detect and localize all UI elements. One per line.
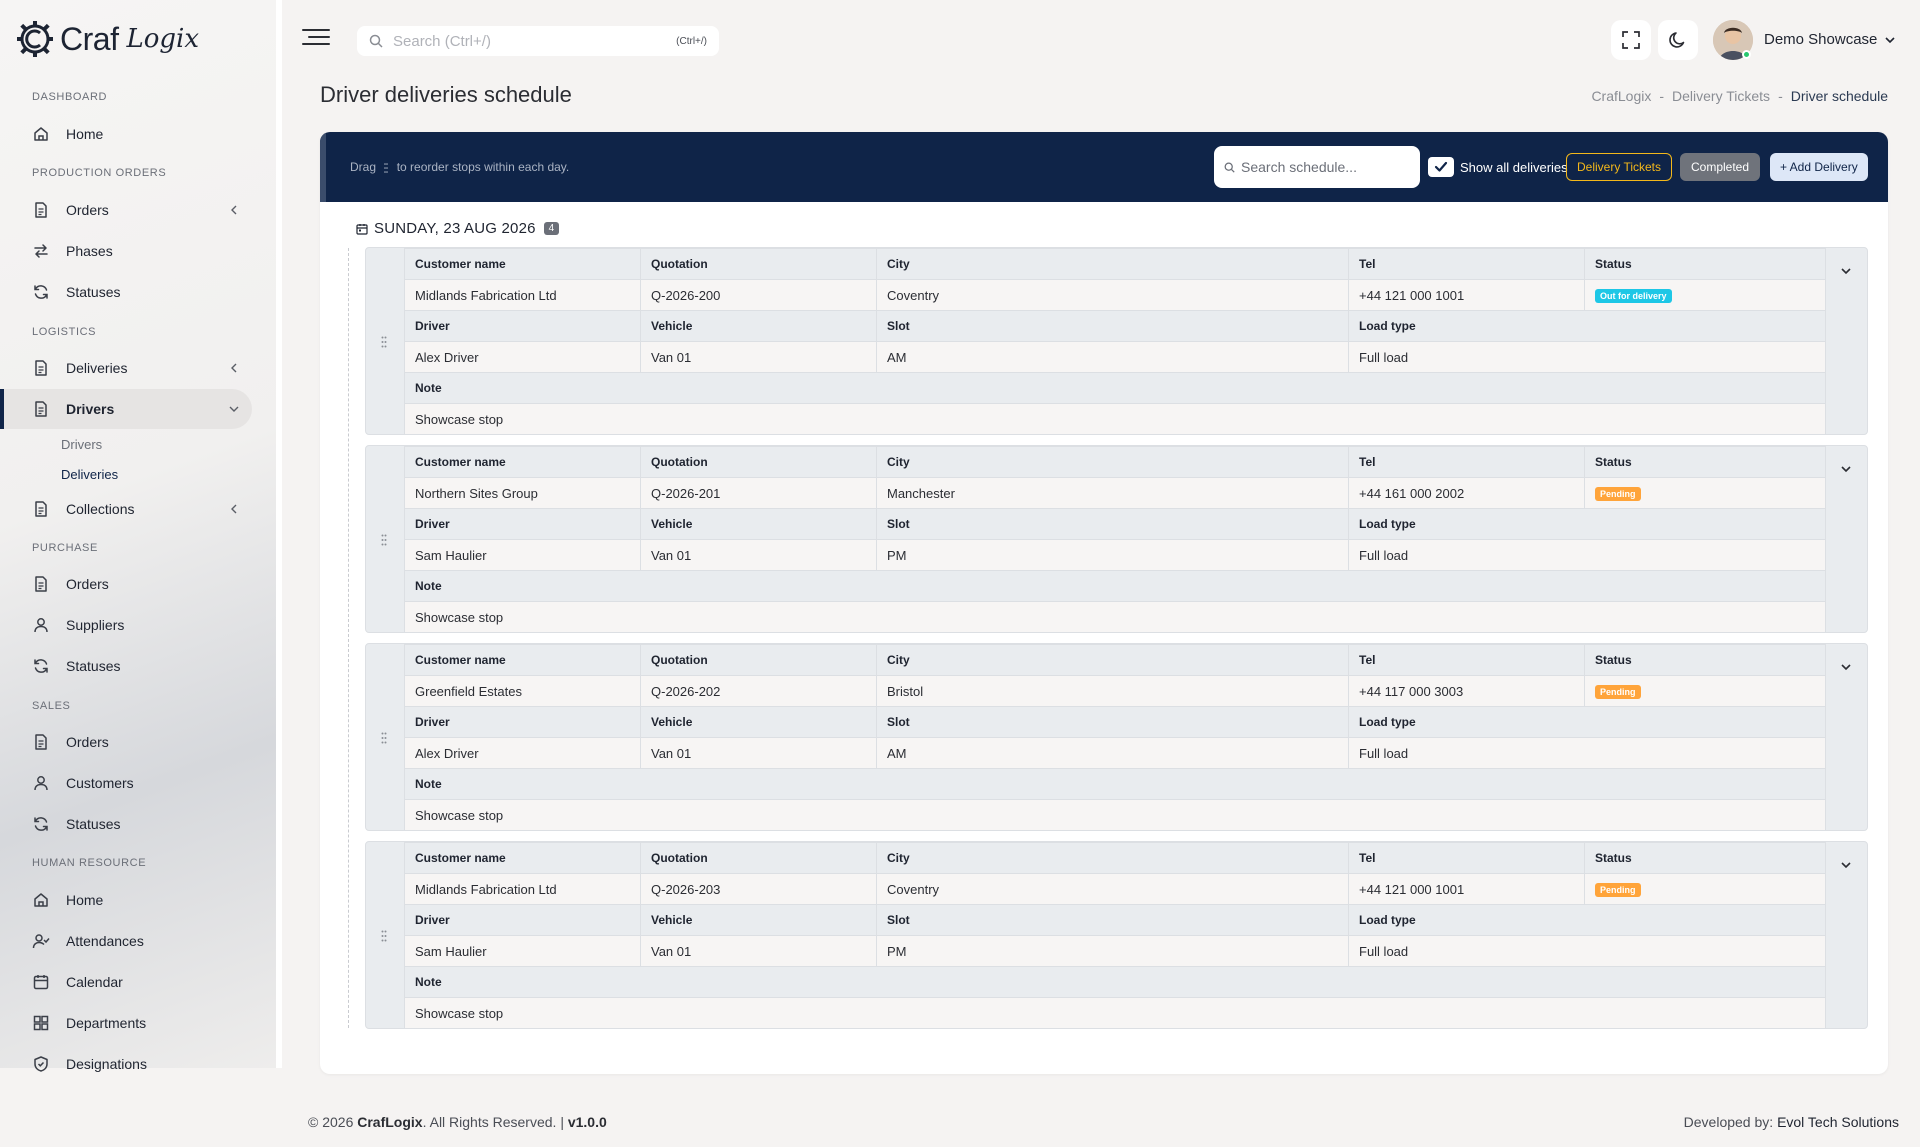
header-note: Note [405,769,1826,800]
table-row [405,602,1826,633]
header-customer: Customer name [405,645,641,676]
shield-check-icon [32,1055,50,1073]
note: Showcase stop [405,602,1826,633]
table-row [405,404,1826,435]
table-row [405,373,1826,404]
chevron-down-icon[interactable] [1839,660,1853,674]
header-customer: Customer name [405,843,641,874]
developed-by-label: Developed by: [1683,1114,1778,1130]
chevron-left-icon [228,503,240,515]
header-vehicle: Vehicle [641,707,877,738]
slot: AM [877,738,1349,769]
drag-handle-icon[interactable] [381,732,387,744]
search-icon [1224,162,1235,173]
global-search[interactable] [357,26,719,56]
section-logistics: LOGISTICS [32,326,97,338]
slot: AM [877,342,1349,373]
note: Showcase stop [405,800,1826,831]
search-icon [369,34,383,48]
schedule-toolbar [320,132,1888,202]
city: Coventry [877,874,1349,905]
sidebar-item-home[interactable] [0,114,252,154]
document-icon [32,400,50,418]
copyright-text: . All Rights Reserved. | [422,1114,568,1130]
load-type: Full load [1349,540,1826,571]
breadcrumb-item[interactable]: CrafLogix [1591,88,1652,104]
copyright-brand: CrafLogix [357,1114,423,1130]
section-human-resource: HUMAN RESOURCE [32,857,147,869]
header-status: Status [1585,843,1826,874]
completed-button[interactable]: Completed [1680,153,1760,181]
header-note: Note [405,967,1826,998]
show-all-label: Show all deliveries [1460,159,1568,175]
day-label: SUNDAY, 23 AUG 2026 [374,220,536,237]
sidebar-item-label: Orders [66,202,109,218]
city: Coventry [877,280,1349,311]
table-row [405,447,1826,478]
header-note: Note [405,373,1826,404]
brand-name: Craf [60,20,119,57]
driver: Sam Haulier [405,936,641,967]
status-cell [1585,478,1826,509]
user-icon [32,774,50,792]
sidebar-item-sales-orders[interactable] [0,722,252,762]
header-slot: Slot [877,707,1349,738]
footer-copyright [308,1114,607,1130]
sidebar-item-sales-statuses[interactable] [0,804,252,844]
sidebar-item-suppliers[interactable] [0,605,252,645]
slot: PM [877,540,1349,571]
load-type: Full load [1349,342,1826,373]
show-all-checkbox[interactable] [1428,157,1454,177]
brand-name-script: Logix [126,24,199,54]
chevron-left-icon [228,362,240,374]
sidebar-item-label: Suppliers [66,617,125,633]
sidebar-item-phases[interactable] [0,231,252,271]
header-quotation: Quotation [641,645,877,676]
search-shortcut-hint: (Ctrl+/) [676,35,707,47]
driver: Sam Haulier [405,540,641,571]
user-icon [32,616,50,634]
drag-handle-icon[interactable] [381,534,387,546]
chevron-down-icon[interactable] [1839,264,1853,278]
gear-logo-icon [16,20,54,58]
status-badge: Pending [1595,487,1641,501]
sidebar-item-purchase-statuses[interactable] [0,646,252,686]
section-production-orders: PRODUCTION ORDERS [32,167,167,179]
day-header [356,220,559,237]
table-row [405,571,1826,602]
telephone: +44 121 000 1001 [1349,874,1585,905]
sidebar-item-designations[interactable] [0,1044,252,1084]
delivery-stop[interactable] [365,643,1868,831]
document-icon [32,733,50,751]
sidebar-item-label: Attendances [66,933,144,949]
header-load-type: Load type [1349,707,1826,738]
sidebar-item-label: Calendar [66,974,123,990]
customer-name: Midlands Fabrication Ltd [405,280,641,311]
sidebar-subitem-deliveries[interactable]: Deliveries [61,467,119,482]
section-sales: SALES [32,700,71,712]
vehicle: Van 01 [641,936,877,967]
telephone: +44 121 000 1001 [1349,280,1585,311]
header-tel: Tel [1349,645,1585,676]
footer-developer [1684,1114,1899,1130]
moon-icon [1668,30,1688,50]
drag-hint [350,160,569,174]
app-version: v1.0.0 [567,1114,607,1130]
chevron-down-icon[interactable] [1839,462,1853,476]
chevron-down-icon[interactable] [1884,34,1896,46]
breadcrumb [1591,88,1888,104]
driver: Alex Driver [405,342,641,373]
drag-hint-text: to reorder stops within each day. [396,160,570,174]
sidebar-item-label: Customers [66,775,134,791]
header-load-type: Load type [1349,905,1826,936]
chevron-down-icon[interactable] [1839,858,1853,872]
stop-details-table [404,842,1826,1029]
table-row [405,738,1826,769]
table-row [405,967,1826,998]
vehicle: Van 01 [641,540,877,571]
quotation-number: Q-2026-203 [641,874,877,905]
quotation-number: Q-2026-202 [641,676,877,707]
sidebar-item-label: Deliveries [66,360,128,376]
sidebar-item-label: Statuses [66,284,121,300]
sidebar-item-label: Statuses [66,658,121,674]
header-status: Status [1585,645,1826,676]
calendar-icon [356,223,368,235]
quotation-number: Q-2026-201 [641,478,877,509]
sidebar-item-label: Collections [66,501,135,517]
header-note: Note [405,571,1826,602]
header-city: City [877,843,1349,874]
city: Bristol [877,676,1349,707]
header-quotation: Quotation [641,249,877,280]
day-count-badge: 4 [544,222,560,235]
refresh-icon [32,815,50,833]
sidebar-item-hr-home[interactable] [0,880,252,920]
header-vehicle: Vehicle [641,509,877,540]
status-cell [1585,280,1826,311]
header-city: City [877,645,1349,676]
breadcrumb-separator: - [1778,88,1783,104]
header-driver: Driver [405,905,641,936]
delivery-stop[interactable] [365,841,1868,1029]
chevron-left-icon [228,204,240,216]
header-slot: Slot [877,905,1349,936]
header-customer: Customer name [405,249,641,280]
table-row [405,843,1826,874]
sidebar-item-departments[interactable] [0,1003,252,1043]
driver: Alex Driver [405,738,641,769]
stop-details-table [404,248,1826,435]
telephone: +44 161 000 2002 [1349,478,1585,509]
schedule-search-input[interactable] [1241,159,1422,175]
delivery-stop[interactable] [365,247,1868,435]
sidebar-item-label: Home [66,126,104,142]
header-driver: Driver [405,707,641,738]
table-row [405,905,1826,936]
header-tel: Tel [1349,447,1585,478]
slot: PM [877,936,1349,967]
global-search-input[interactable] [393,33,666,50]
section-purchase: PURCHASE [32,542,98,554]
table-row [405,280,1826,311]
table-row [405,342,1826,373]
refresh-icon [32,283,50,301]
customer-name: Midlands Fabrication Ltd [405,874,641,905]
sidebar [0,0,282,1072]
copyright-text: © 2026 [308,1114,358,1130]
header-driver: Driver [405,311,641,342]
sidebar-item-attendances[interactable] [0,921,252,961]
table-row [405,645,1826,676]
header-quotation: Quotation [641,447,877,478]
table-row [405,936,1826,967]
table-row [405,540,1826,571]
stop-details-table [404,446,1826,633]
table-row [405,249,1826,280]
fullscreen-button[interactable] [1611,20,1651,60]
sidebar-item-label: Drivers [66,401,115,417]
home-icon [32,125,50,143]
sidebar-subitem-drivers[interactable]: Drivers [61,437,103,452]
note: Showcase stop [405,998,1826,1029]
sidebar-item-label: Designations [66,1056,147,1072]
header-city: City [877,447,1349,478]
document-icon [32,201,50,219]
sidebar-item-label: Orders [66,576,109,592]
table-row [405,707,1826,738]
telephone: +44 117 000 3003 [1349,676,1585,707]
header-load-type: Load type [1349,509,1826,540]
city: Manchester [877,478,1349,509]
drag-handle-icon[interactable] [381,930,387,942]
header-vehicle: Vehicle [641,311,877,342]
header-city: City [877,249,1349,280]
header-vehicle: Vehicle [641,905,877,936]
sidebar-item-label: Statuses [66,816,121,832]
chevron-down-icon [228,403,240,415]
sidebar-item-collections[interactable] [0,489,252,529]
document-icon [32,500,50,518]
online-status-dot [1742,50,1751,59]
user-name[interactable]: Demo Showcase [1764,31,1878,48]
drag-handle-icon[interactable] [381,336,387,348]
table-row [405,800,1826,831]
status-badge: Pending [1595,685,1641,699]
table-row [405,509,1826,540]
quotation-number: Q-2026-200 [641,280,877,311]
header-status: Status [1585,447,1826,478]
menu-toggle-icon[interactable] [302,28,330,46]
table-row [405,478,1826,509]
delivery-stop[interactable] [365,445,1868,633]
header-slot: Slot [877,311,1349,342]
sidebar-item-purchase-orders[interactable] [0,564,252,604]
header-customer: Customer name [405,447,641,478]
table-row [405,769,1826,800]
fullscreen-icon [1621,30,1641,50]
grid-icon [32,1014,50,1032]
breadcrumb-item[interactable]: Delivery Tickets [1672,88,1771,104]
drag-handle-icon [384,163,388,173]
vehicle: Van 01 [641,342,877,373]
status-badge: Pending [1595,883,1641,897]
sidebar-item-label: Phases [66,243,113,259]
sidebar-item-deliveries[interactable] [0,348,252,388]
show-all-toggle[interactable] [1428,157,1568,177]
developer-link[interactable]: Evol Tech Solutions [1777,1114,1899,1130]
table-row [405,676,1826,707]
page-title: Driver deliveries schedule [320,82,572,107]
sidebar-item-drivers[interactable] [0,389,252,429]
sidebar-item-production-orders[interactable] [0,190,252,230]
status-cell [1585,676,1826,707]
table-row [405,998,1826,1029]
app-logo[interactable] [16,20,199,58]
home-icon [32,891,50,909]
theme-toggle-button[interactable] [1658,20,1698,60]
header-status: Status [1585,249,1826,280]
sidebar-item-production-statuses[interactable] [0,272,252,312]
add-delivery-button[interactable]: + Add Delivery [1770,153,1868,181]
sidebar-item-label: Orders [66,734,109,750]
section-dashboard: DASHBOARD [32,91,108,103]
breadcrumb-current: Driver schedule [1790,88,1888,104]
schedule-search[interactable] [1214,146,1420,188]
delivery-tickets-button[interactable]: Delivery Tickets [1566,153,1672,181]
load-type: Full load [1349,738,1826,769]
stop-details-table [404,644,1826,831]
vehicle: Van 01 [641,738,877,769]
customer-name: Greenfield Estates [405,676,641,707]
note: Showcase stop [405,404,1826,435]
header-tel: Tel [1349,843,1585,874]
customer-name: Northern Sites Group [405,478,641,509]
header-load-type: Load type [1349,311,1826,342]
table-row [405,311,1826,342]
header-slot: Slot [877,509,1349,540]
schedule-card [320,132,1888,1074]
header-tel: Tel [1349,249,1585,280]
sidebar-item-label: Home [66,892,104,908]
header-quotation: Quotation [641,843,877,874]
sidebar-item-calendar[interactable] [0,962,252,1002]
day-timeline [348,248,349,1028]
table-row [405,874,1826,905]
swap-arrows-icon [32,242,50,260]
document-icon [32,575,50,593]
calendar-icon [32,973,50,991]
header-driver: Driver [405,509,641,540]
breadcrumb-separator: - [1659,88,1665,104]
document-icon [32,359,50,377]
user-check-icon [32,932,50,950]
status-cell [1585,874,1826,905]
load-type: Full load [1349,936,1826,967]
sidebar-item-customers[interactable] [0,763,252,803]
sidebar-item-label: Departments [66,1015,147,1031]
refresh-icon [32,657,50,675]
drag-hint-text: Drag [350,160,377,174]
status-badge: Out for delivery [1595,289,1672,303]
